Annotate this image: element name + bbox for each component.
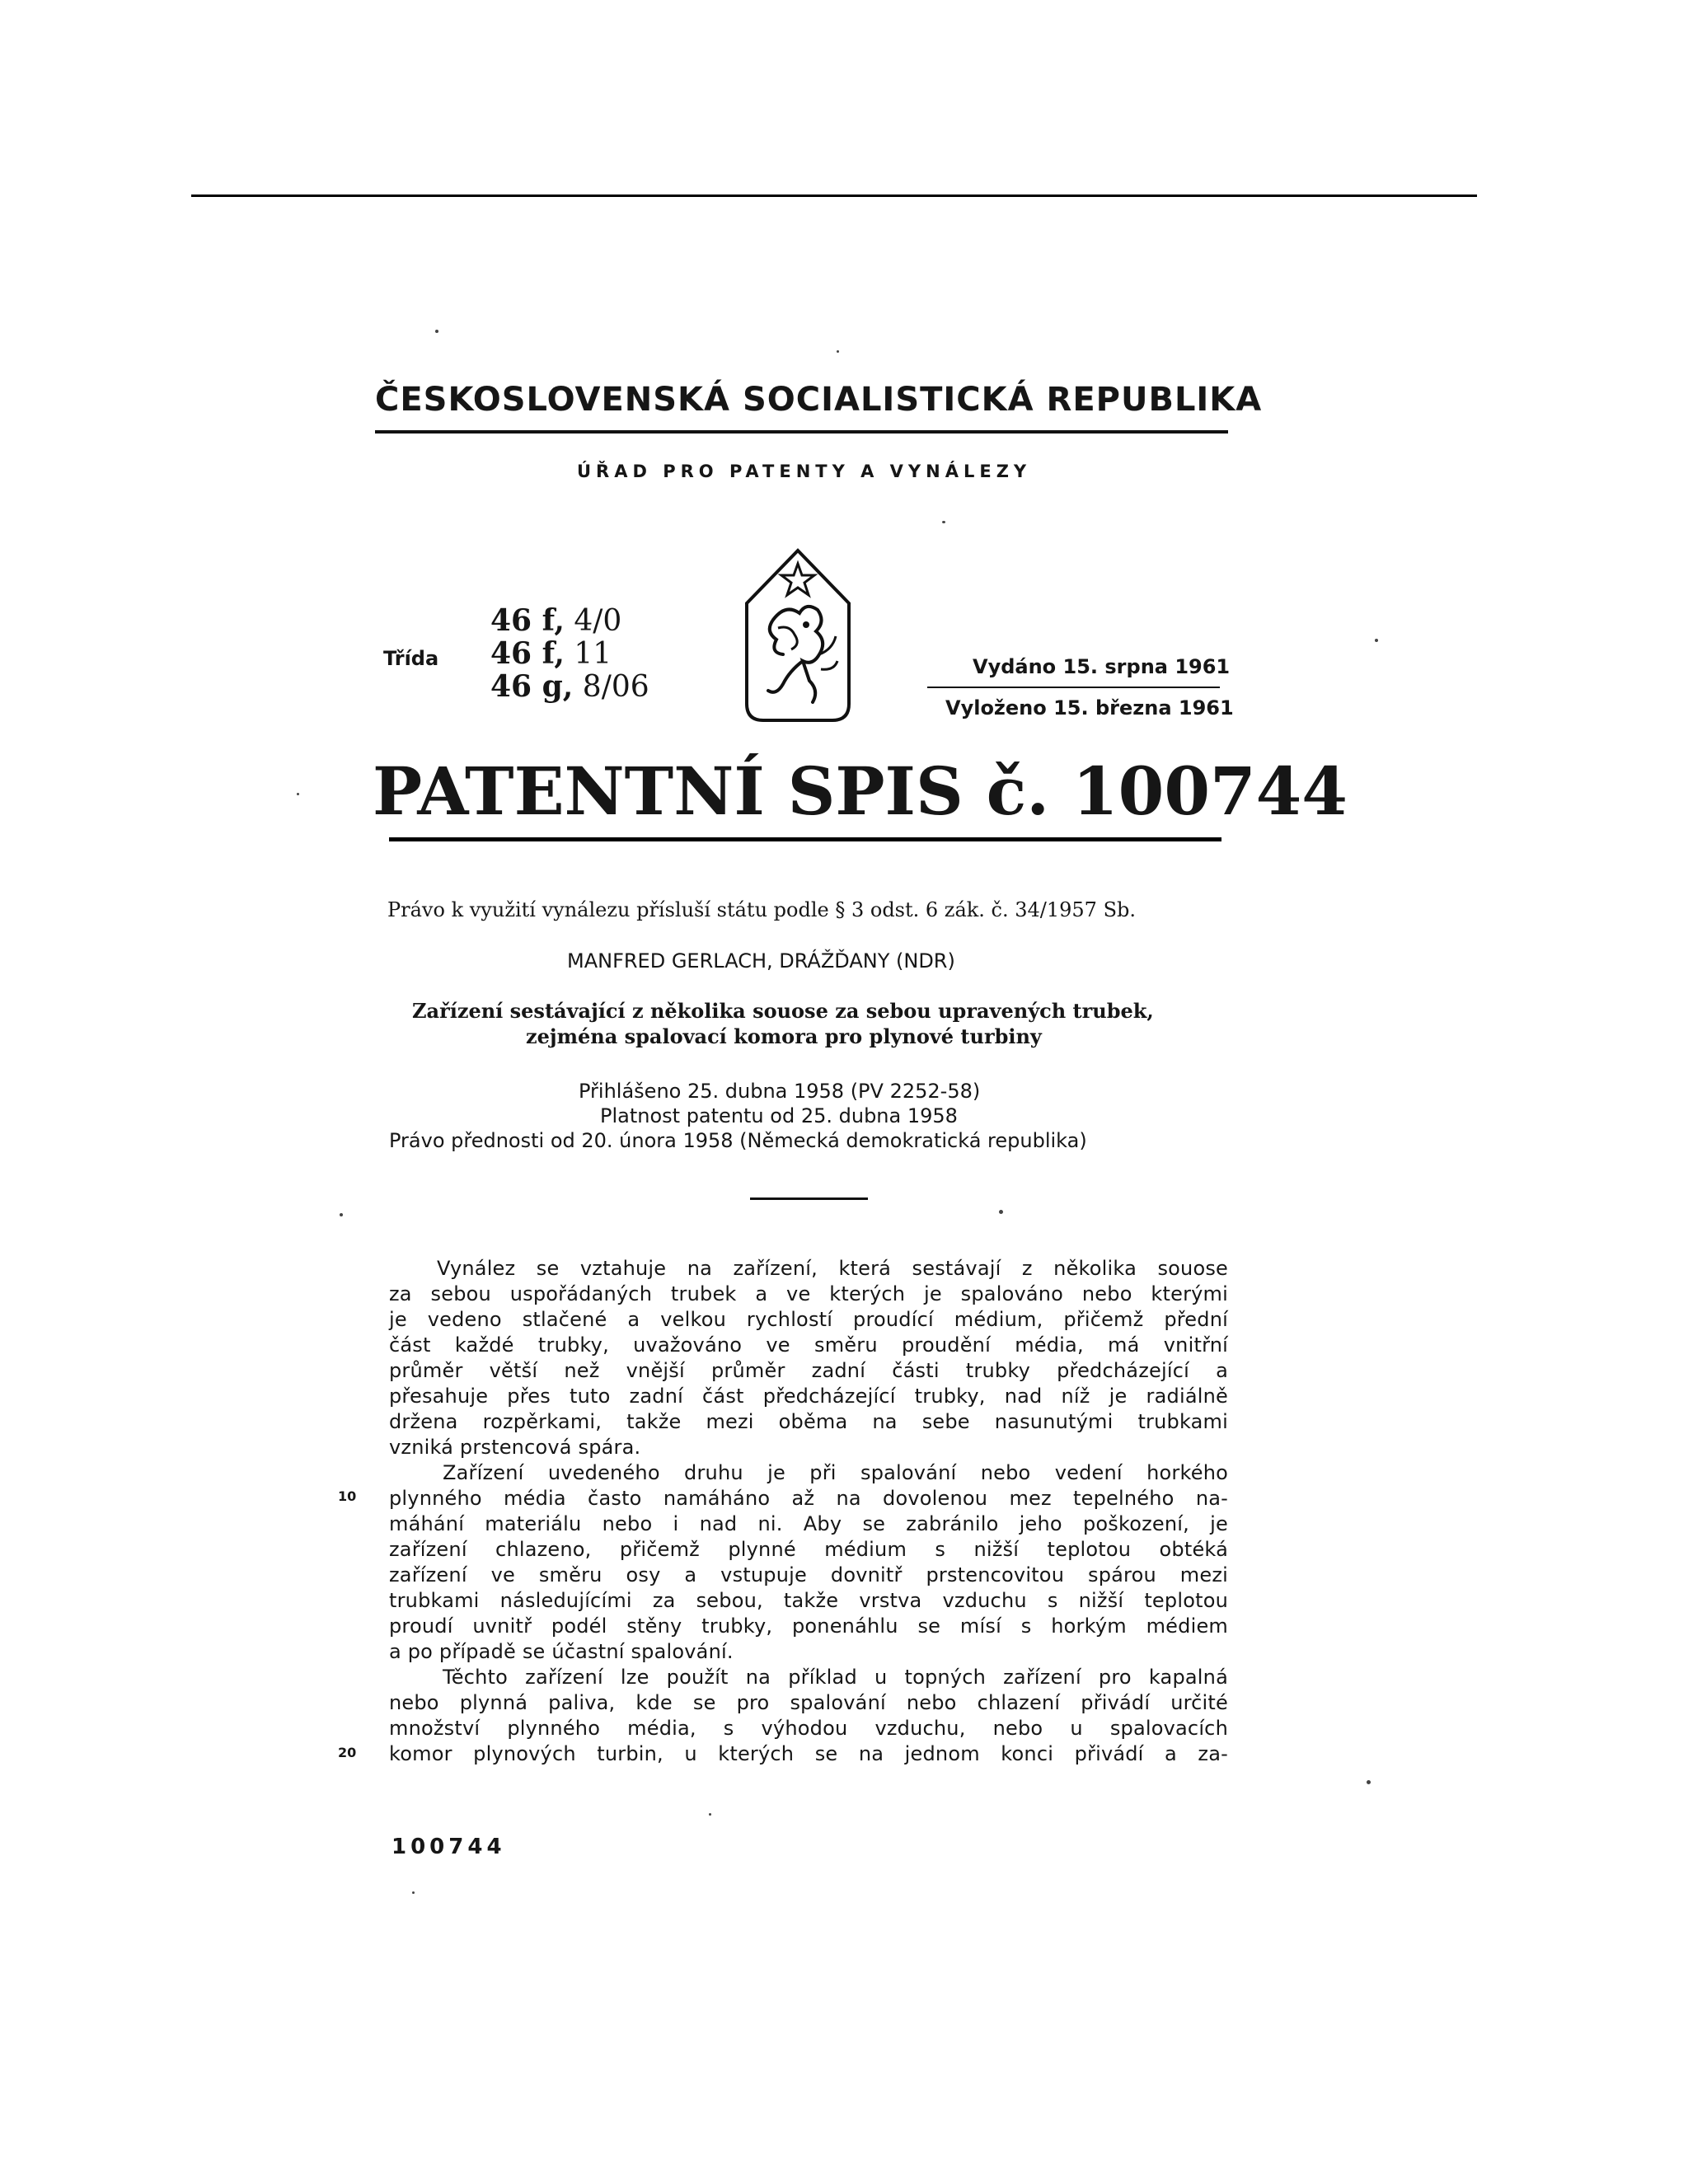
top-rule [191,194,1477,197]
section-rule [750,1197,868,1200]
scan-speck [709,1813,711,1816]
patent-title: PATENTNÍ SPIS č. 100744 [373,752,1348,830]
body-line: Vynález se vztahuje na zařízení, která sestávají z několika souose [437,1257,1228,1280]
priority-date: Právo přednosti od 20. února 1958 (Německá demokratická republika) [389,1129,1087,1152]
body-line: přesahuje přes tuto zadní část předcházející trubky, nad níž je radiálně [389,1385,1228,1408]
body-line: množství plynného média, s výhodou vzduchu, nebo u spalovacích [389,1717,1228,1740]
invention-title-line: Zařízení sestávající z několika souose za sebou upravených trubek, [412,999,1154,1023]
rights-note: Právo k využití vynálezu přísluší státu podle § 3 odst. 6 zák. č. 34/1957 Sb. [387,898,1137,921]
date-rule [927,687,1220,688]
body-line: zařízení ve směru osy a vstupuje dovnitř prstencovitou spárou mezi [389,1563,1228,1586]
invention-title-line: zejména spalovací komora pro plynové turbiny [526,1024,1042,1048]
body-line: trubkami následujícími za sebou, takže vrstva vzduchu s nižší teplotou [389,1589,1228,1612]
state-emblem-icon [740,546,856,727]
line-number: 20 [338,1745,357,1760]
scan-speck [412,1891,415,1894]
scan-speck [999,1210,1003,1214]
body-line: Zařízení uvedeného druhu je při spalování nebo vedení horkého [443,1461,1228,1484]
body-line: a po případě se účastní spalování. [389,1640,734,1663]
validity-date: Platnost patentu od 25. dubna 1958 [600,1104,958,1127]
scan-speck [942,521,945,523]
scan-speck [1375,639,1378,642]
scan-speck [297,793,299,795]
scan-speck [1367,1780,1371,1784]
scan-speck [435,330,438,333]
body-line: za sebou uspořádaných trubek a ve kterých je spalováno nebo kterými [389,1282,1228,1305]
body-line: máhání materiálu nebo i nad ni. Aby se zabránilo jeho poškození, je [389,1512,1228,1535]
title-rule [389,837,1221,841]
line-number: 10 [338,1488,357,1504]
footer-patent-number: 100744 [392,1835,506,1859]
issued-date: Vydáno 15. srpna 1961 [973,655,1231,678]
class-entry: 46 f, 4/0 [490,603,622,638]
body-line: zařízení chlazeno, přičemž plynné médium s nižší teplotou obtéká [389,1538,1228,1561]
class-label: Třída [383,647,439,670]
inventor: MANFRED GERLACH, DRÁŽĎANY (NDR) [567,949,955,972]
filing-date: Přihlášeno 25. dubna 1958 (PV 2252-58) [579,1080,981,1103]
scan-speck [340,1213,343,1216]
body-line: komor plynových turbin, u kterých se na jednom konci přivádí a za- [389,1742,1228,1765]
body-line: Těchto zařízení lze použít na příklad u topných zařízení pro kapalná [443,1666,1228,1689]
office-subheading: ÚŘAD PRO PATENTY A VYNÁLEZY [577,462,1032,481]
class-entry: 46 g, 8/06 [490,669,649,704]
body-line: držena rozpěrkami, takže mezi oběma na sebe nasunutými trubkami [389,1410,1228,1433]
class-entry: 46 f, 11 [490,636,612,671]
body-line: část každé trubky, uvažováno ve směru proudění média, má vnitřní [389,1333,1228,1357]
republic-heading: ČESKOSLOVENSKÁ SOCIALISTICKÁ REPUBLIKA [375,381,1263,419]
body-line: průměr větší než vnější průměr zadní části trubky předcházející a [389,1359,1228,1382]
body-line: plynného média často namáháno až na dovolenou mez tepelného na- [389,1487,1228,1510]
body-line: vzniká prstencová spára. [389,1436,641,1459]
heading-rule [375,430,1228,434]
body-line: je vedeno stlačené a velkou rychlostí proudící médium, přičemž přední [389,1308,1228,1331]
scan-speck [837,350,839,353]
laid-open-date: Vyloženo 15. března 1961 [945,696,1234,719]
body-line: nebo plynná paliva, kde se pro spalování nebo chlazení přivádí určité [389,1691,1228,1714]
body-line: proudí uvnitř podél stěny trubky, ponenáhlu se mísí s horkým médiem [389,1615,1228,1638]
